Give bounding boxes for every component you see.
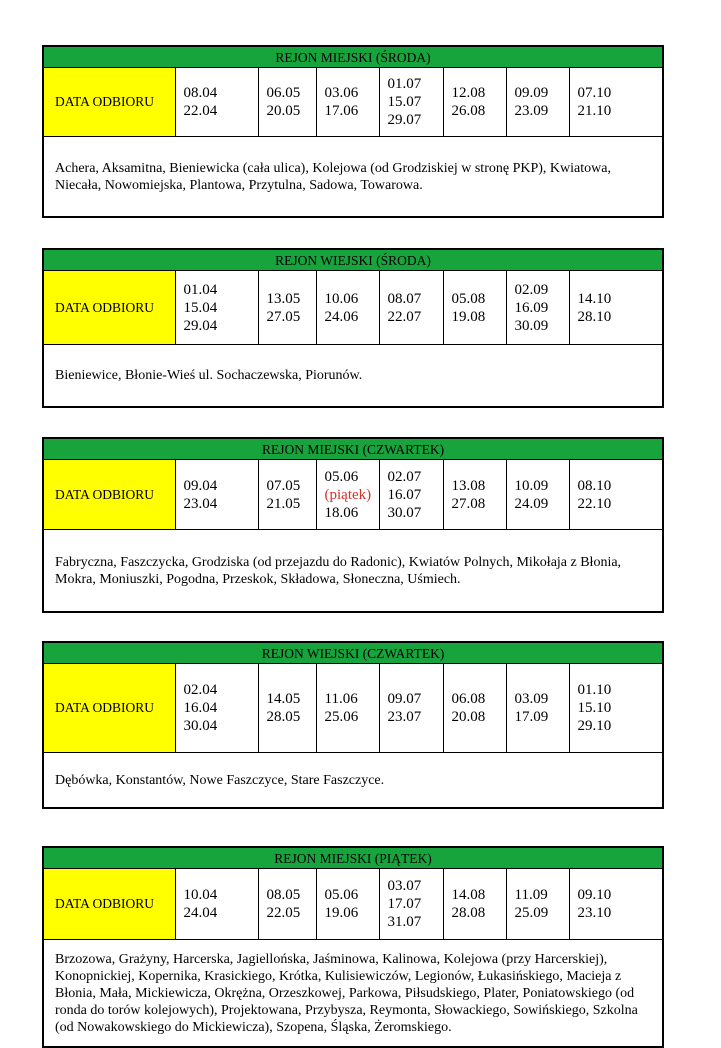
date-line: 22.04	[183, 103, 218, 119]
date-line: 25.09	[514, 905, 549, 921]
date-line: 30.07	[387, 504, 422, 521]
date-cell	[569, 271, 663, 345]
date-line: 14.08	[451, 887, 486, 903]
date-line: 27.05	[266, 308, 301, 325]
date-line: 03.06	[324, 85, 359, 101]
date-line: 25.06	[324, 709, 359, 725]
date-cell	[379, 664, 443, 753]
date-line: 20.08	[451, 709, 486, 725]
date-line: 05.06	[324, 468, 359, 485]
date-line: 08.04	[183, 85, 218, 101]
date-cell	[569, 664, 663, 753]
date-cell	[175, 664, 258, 753]
table-title: REJON WIEJSKI (CZWARTEK)	[43, 642, 663, 664]
date-cell	[569, 460, 663, 530]
date-line: 16.09	[514, 299, 549, 316]
date-cell	[316, 460, 379, 530]
date-cell	[175, 869, 258, 940]
date-cell	[443, 664, 506, 753]
date-cell	[506, 869, 569, 940]
date-line: 22.05	[266, 905, 301, 921]
date-line: 06.08	[451, 691, 486, 707]
date-cell	[443, 68, 506, 137]
date-line: 09.09	[514, 85, 549, 101]
date-cell	[316, 68, 379, 137]
date-cell	[569, 68, 663, 137]
date-line: 05.08	[451, 290, 486, 307]
date-line: 13.08	[451, 477, 486, 494]
date-line: 07.10	[577, 85, 612, 101]
date-cell	[379, 271, 443, 345]
date-cell	[569, 869, 663, 940]
schedule-table	[42, 45, 664, 218]
date-line: 30.04	[183, 718, 218, 734]
collection-date-label: DATA ODBIORU	[43, 271, 175, 345]
date-line: 01.10	[577, 682, 612, 698]
date-line: 03.07	[387, 878, 422, 894]
collection-date-label: DATA ODBIORU	[43, 869, 175, 940]
date-line: 24.09	[514, 495, 549, 512]
date-cell	[379, 460, 443, 530]
date-line: 23.04	[183, 495, 218, 512]
date-cell	[258, 68, 316, 137]
date-cell	[379, 869, 443, 940]
date-cell	[175, 68, 258, 137]
date-line: 19.08	[451, 308, 486, 325]
date-line: 14.05	[266, 691, 301, 707]
table-title: REJON MIEJSKI (ŚRODA)	[43, 46, 663, 68]
schedule-table	[42, 248, 664, 408]
streets-cell: Brzozowa, Grażyny, Harcerska, Jagiellońska, Jaśminowa, Kalinowa, Kolejowa (przy Harcerskiej), Konopnickiej, Kopernika, Krasickiego, Krótka, Kulisiewiczów, Legionów, Łukasińskiego, Macieja z Błonia, Mała, Mickiewicza, Okrężna, Orzeszkowej, Parkowa, Piłsudskiego, Plater, Poniatowskiego (od ronda do torów kolejowych), Projektowana, Przybysza, Reymonta, Słowackiego, Sowińskiego, Szkolna (od Nowakowskiego do Mickiewicza), Szopena, Śląska, Żeromskiego.	[43, 940, 663, 1048]
date-line: 18.06	[324, 504, 359, 521]
date-line: 14.10	[577, 290, 612, 307]
date-cell	[506, 460, 569, 530]
date-cell	[175, 271, 258, 345]
date-line: 22.10	[577, 495, 612, 512]
table-title: REJON MIEJSKI (PIĄTEK)	[43, 847, 663, 869]
schedule-table	[42, 846, 664, 1048]
schedule-table	[42, 641, 664, 809]
date-line: 28.05	[266, 709, 301, 725]
date-line: 29.07	[387, 112, 422, 128]
date-line: 31.07	[387, 914, 422, 930]
date-line: 10.09	[514, 477, 549, 494]
date-line: 08.10	[577, 477, 612, 494]
date-cell	[443, 460, 506, 530]
collection-date-label: DATA ODBIORU	[43, 664, 175, 753]
date-line: 07.05	[266, 477, 301, 494]
date-cell	[379, 68, 443, 137]
streets-cell: Bieniewice, Błonie-Wieś ul. Sochaczewska, Piorunów.	[43, 345, 663, 408]
date-line: 08.05	[266, 887, 301, 903]
date-line: 02.09	[514, 281, 549, 298]
date-line: 15.04	[183, 299, 218, 316]
date-line: 01.04	[183, 281, 218, 298]
date-line: 12.08	[451, 85, 486, 101]
streets-cell: Achera, Aksamitna, Bieniewicka (cała ulica), Kolejowa (od Grodziskiej w stronę PKP), Kwiatowa, Niecała, Nowomiejska, Plantowa, Przytulna, Sadowa, Towarowa.	[43, 137, 663, 218]
date-line: 17.09	[514, 709, 549, 725]
date-cell	[506, 664, 569, 753]
date-line: 16.07	[387, 486, 422, 503]
date-line: 09.07	[387, 691, 422, 707]
date-cell	[316, 869, 379, 940]
date-line: 11.06	[324, 691, 358, 707]
date-cell	[258, 271, 316, 345]
date-line: 17.07	[387, 896, 422, 912]
date-line: 19.06	[324, 905, 359, 921]
date-line: 27.08	[451, 495, 486, 512]
streets-cell: Fabryczna, Faszczycka, Grodziska (od przejazdu do Radonic), Kwiatów Polnych, Mikołaja z Błonia, Mokra, Moniuszki, Pogodna, Przeskok, Składowa, Słoneczna, Uśmiech.	[43, 530, 663, 613]
date-cell	[506, 271, 569, 345]
schedule-page	[42, 45, 662, 1048]
date-line: 28.10	[577, 308, 612, 325]
date-line: 28.08	[451, 905, 486, 921]
table-title: REJON WIEJSKI (ŚRODA)	[43, 249, 663, 271]
date-line: 11.09	[514, 887, 548, 903]
date-line: 26.08	[451, 103, 486, 119]
date-cell	[316, 664, 379, 753]
date-line: 23.07	[387, 709, 422, 725]
date-line: 05.06	[324, 887, 359, 903]
date-cell	[443, 869, 506, 940]
date-line: 15.07	[387, 94, 422, 110]
streets-cell: Dębówka, Konstantów, Nowe Faszczyce, Stare Faszczyce.	[43, 753, 663, 809]
date-line: (piątek)	[324, 486, 372, 503]
date-cell	[175, 460, 258, 530]
date-line: 16.04	[183, 700, 218, 716]
date-cell	[443, 271, 506, 345]
date-line: 29.10	[577, 718, 612, 734]
date-cell	[258, 869, 316, 940]
date-cell	[316, 271, 379, 345]
date-cell	[258, 664, 316, 753]
date-line: 22.07	[387, 308, 422, 325]
date-line: 24.06	[324, 308, 359, 325]
date-line: 10.04	[183, 887, 218, 903]
date-line: 23.09	[514, 103, 549, 119]
date-line: 20.05	[266, 103, 301, 119]
date-line: 15.10	[577, 700, 612, 716]
date-line: 02.07	[387, 468, 422, 485]
date-line: 09.10	[577, 887, 612, 903]
date-line: 13.05	[266, 290, 301, 307]
collection-date-label: DATA ODBIORU	[43, 460, 175, 530]
date-line: 29.04	[183, 317, 218, 334]
date-line: 21.10	[577, 103, 612, 119]
date-line: 30.09	[514, 317, 549, 334]
date-line: 03.09	[514, 691, 549, 707]
date-line: 08.07	[387, 290, 422, 307]
date-line: 24.04	[183, 905, 218, 921]
collection-date-label: DATA ODBIORU	[43, 68, 175, 137]
schedule-table	[42, 437, 664, 613]
date-line: 09.04	[183, 477, 218, 494]
date-line: 23.10	[577, 905, 612, 921]
date-cell	[258, 460, 316, 530]
date-line: 10.06	[324, 290, 359, 307]
date-line: 17.06	[324, 103, 359, 119]
date-cell	[506, 68, 569, 137]
date-line: 01.07	[387, 76, 422, 92]
date-line: 06.05	[266, 85, 301, 101]
date-line: 21.05	[266, 495, 301, 512]
date-line: 02.04	[183, 682, 218, 698]
table-title: REJON MIEJSKI (CZWARTEK)	[43, 438, 663, 460]
